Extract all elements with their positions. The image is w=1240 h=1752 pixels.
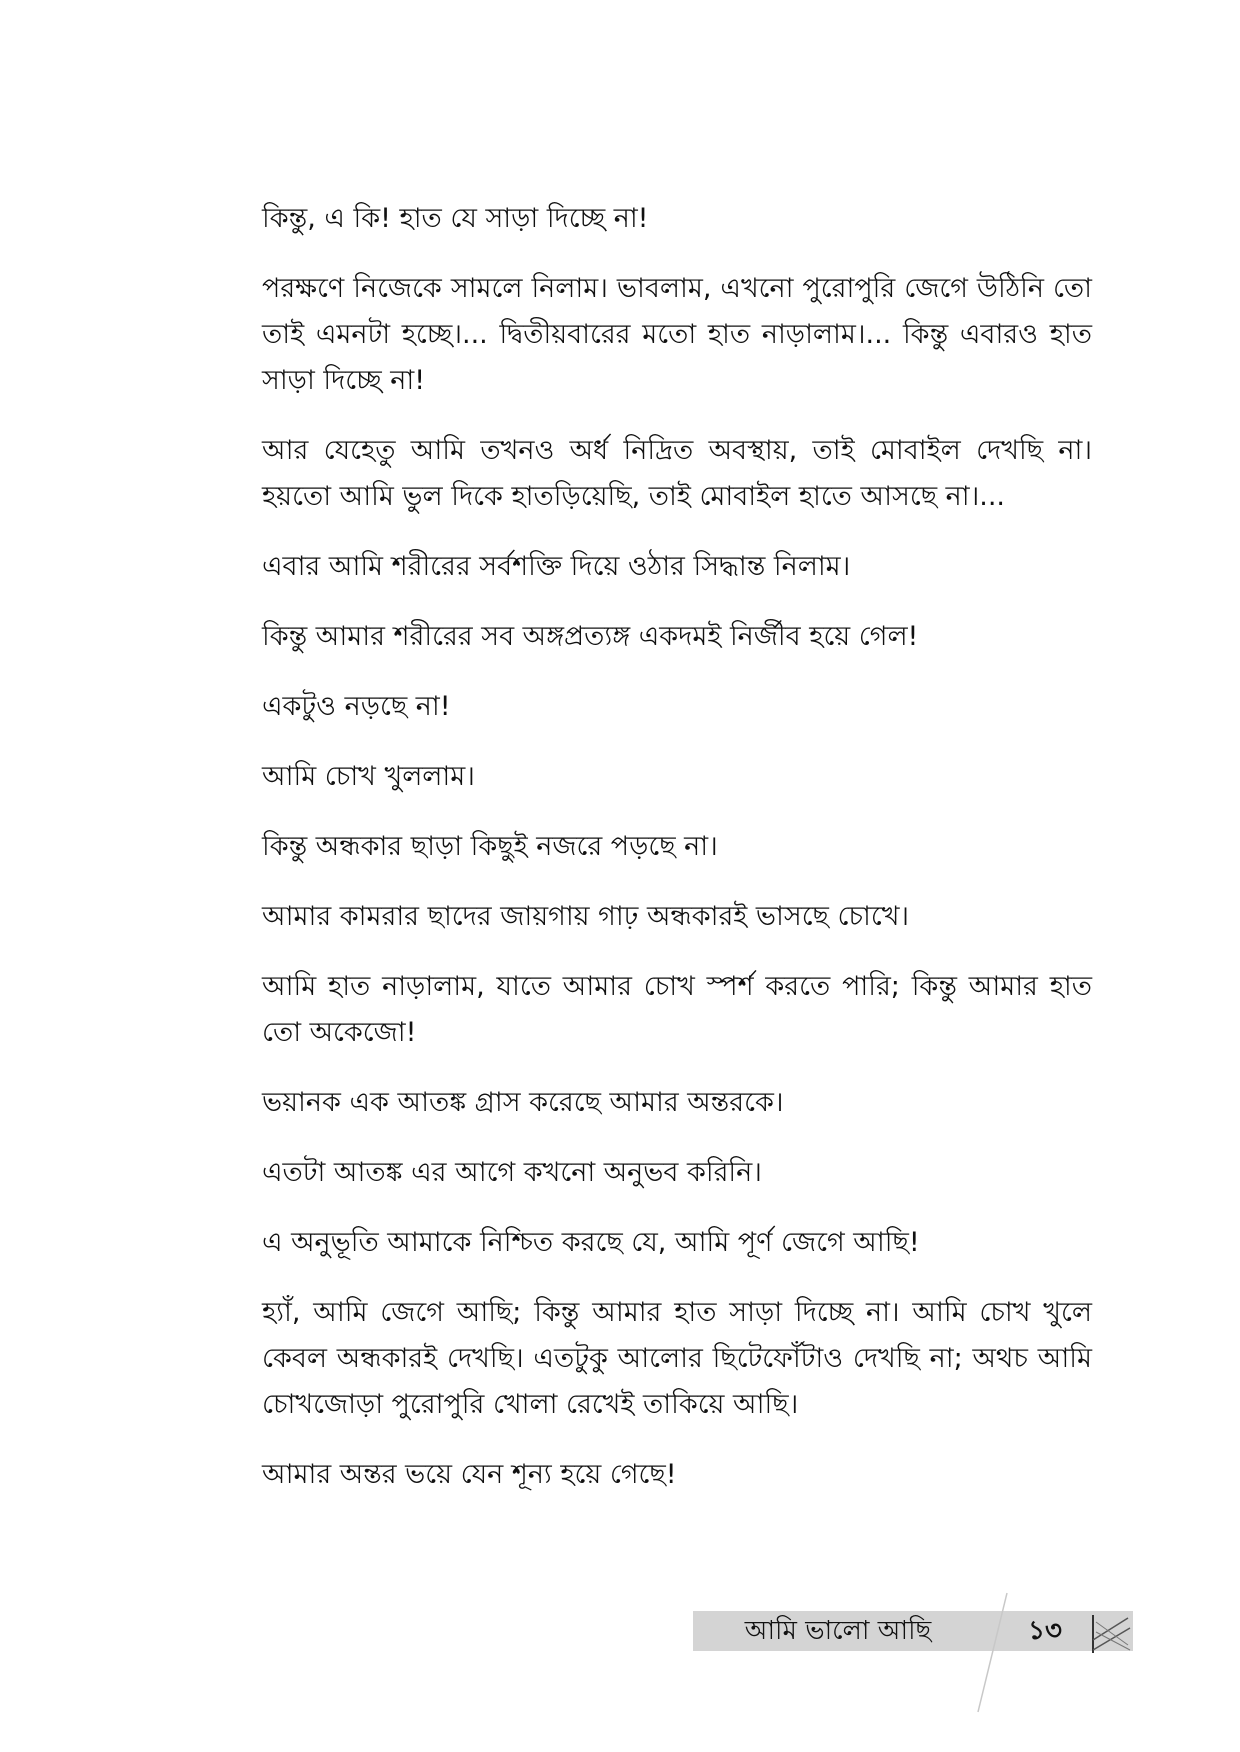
paragraph: কিন্তু অন্ধকার ছাড়া কিছুই নজরে পড়ছে না।	[262, 831, 718, 862]
footer-book-title: আমি ভালো আছি	[744, 1616, 932, 1646]
paragraph: এ অনুভূতি আমাকে নিশ্চিত করছে যে, আমি পূর্ণ জেগে আছি!	[262, 1227, 920, 1258]
paragraph: ভয়ানক এক আতঙ্ক গ্রাস করেছে আমার অন্তরকে।	[262, 1087, 784, 1118]
paragraph: এবার আমি শরীরের সর্বশক্তি দিয়ে ওঠার সিদ্ধান্ত নিলাম।	[262, 551, 851, 582]
paragraph: এতটা আতঙ্ক এর আগে কখনো অনুভব করিনি।	[262, 1157, 762, 1188]
paragraph: আমি চোখ খুললাম।	[262, 761, 475, 792]
paragraph: পরক্ষণে নিজেকে সামলে নিলাম। ভাবলাম, এখনো পুরোপুরি জেগে উঠিনি তো তাই এমনটা হচ্ছে।... দ্বিতীয়বারের মতো হাত নাড়ালাম।... কিন্তু এবারও হাত সাড়া দিচ্ছে না!	[262, 273, 1092, 396]
paragraph: আর যেহেতু আমি তখনও অর্ধ নিদ্রিত অবস্থায়, তাই মোবাইল দেখছি না। হয়তো আমি ভুল দিকে হাতড়িয়েছি, তাই মোবাইল হাতে আসছে না।...	[262, 435, 1092, 512]
paragraph: কিন্তু, এ কি! হাত যে সাড়া দিচ্ছে না!	[262, 203, 649, 234]
paragraph: আমি হাত নাড়ালাম, যাতে আমার চোখ স্পর্শ করতে পারি; কিন্তু আমার হাত তো অকেজো!	[262, 971, 1092, 1048]
paragraph: আমার কামরার ছাদের জায়গায় গাঢ় অন্ধকারই ভাসছে চোখে।	[262, 901, 910, 932]
page-number: ১৩	[1028, 1616, 1062, 1646]
paragraph: একটুও নড়ছে না!	[262, 691, 451, 722]
paragraph: হ্যাঁ, আমি জেগে আছি; কিন্তু আমার হাত সাড়া দিচ্ছে না। আমি চোখ খুলে কেবল অন্ধকারই দেখছি। এতটুকু আলোর ছিটেফোঁটাও দেখছি না; অথচ আমি চোখজোড়া পুরোপুরি খোলা রেখেই তাকিয়ে আছি।	[262, 1297, 1092, 1420]
paragraph: আমার অন্তর ভয়ে যেন শূন্য হয়ে গেছে!	[262, 1459, 677, 1490]
paragraph: কিন্তু আমার শরীরের সব অঙ্গপ্রত্যঙ্গ একদমই নির্জীব হয়ে গেল!	[262, 621, 919, 652]
